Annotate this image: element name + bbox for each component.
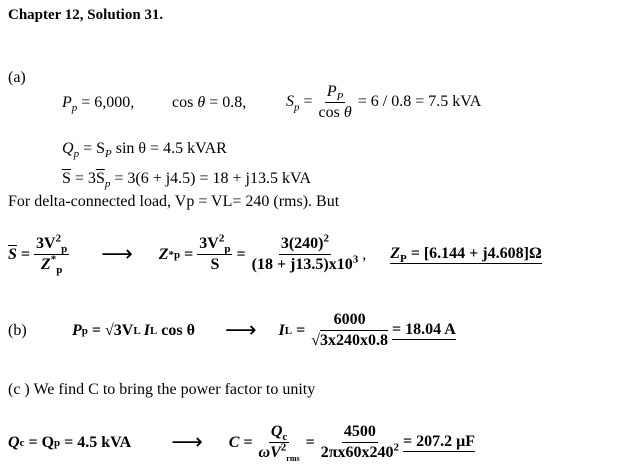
il-result: = 18.04 A [392, 320, 456, 338]
page-title: Chapter 12, Solution 31. [8, 7, 164, 23]
equation-a2: $Q_p = S_P$ sin θ = 4.5 kVAR [62, 140, 227, 161]
fraction-pp-over-cos: $\frac{P_P}{\text{cos θ}}$ [318, 83, 352, 121]
p-value: = 6,000, [81, 94, 135, 111]
fraction-qc-over-wv2: $\frac{Q_c}{\omega V^2_{rms}}$ [258, 423, 300, 464]
part-a-label: (a) [8, 69, 26, 86]
equation-a1-cos: cos θ = 0.8, [172, 94, 247, 111]
fraction-3vp2-over-zp: $\frac{3V^2_p}{Z^*_p}$ [36, 232, 68, 277]
part-b-label: (b) [8, 322, 27, 339]
fraction-4500-over-2pi: $\frac{4500}{2\pi x60x240^2}$ [320, 423, 400, 461]
part-c-text: (c ) We find C to bring the power factor to unity [8, 381, 316, 398]
zp-result: $Z_P = [6.144 + j4.608]\Omega$ [390, 244, 542, 265]
arrow-icon: ⟶ [224, 317, 257, 343]
equation-c: Q c = Q p = 4.5 kVA ⟶ C = $\frac{Q_c}{\omega V^2_{rms}}$ = $\frac{4500}{2\pi x60x240^2}$ = 207.2 μF [8, 423, 475, 464]
arrow-icon: ⟶ [171, 429, 203, 455]
delta-load-text: For delta-connected load, Vp = VL= 240 (rms). But [8, 193, 340, 210]
c-result: = 207.2 μF [403, 432, 475, 450]
p-symbol: P [62, 94, 72, 111]
fraction-3vp2-over-s: $\frac{3V^2_p}{S}$ [199, 232, 231, 273]
arrow-icon: ⟶ [101, 241, 133, 267]
equation-a3: $\overline{S} = 3\overline{S}_p = 3(6 + j4.5) = 18 + j13.5$ kVA [62, 170, 312, 191]
fraction-6000-over-sqrt: $\frac{6000}{√3x240x0.8}$ [311, 311, 388, 349]
equation-b: P p = √3V L I L cos θ ⟶ I L = $\frac{6000}{√3x240x0.8}$ = 18.04 A [72, 311, 456, 349]
equation-a4: $\overline{S}$ = $\frac{3V^2_p}{Z^*_p}$ ⟶ Z * p = $\frac{3V^2_p}{S}$ = $\frac{3(240)^2}{(18 + j13.5)x10^3}$ , $Z_P = [6.144 + j4.608]\Omega$ [8, 232, 542, 277]
equation-a1: $P_p = 6,000$, [62, 94, 135, 115]
fraction-3-240-over-18-j13: $\frac{3(240)^2}{(18 + j13.5)x10^3}$ [251, 232, 359, 273]
equation-a1-s: $S_p$ = $\frac{P_P}{\text{cos θ}}$ = 6 / 0.8 = 7.5 kVA [286, 83, 482, 121]
